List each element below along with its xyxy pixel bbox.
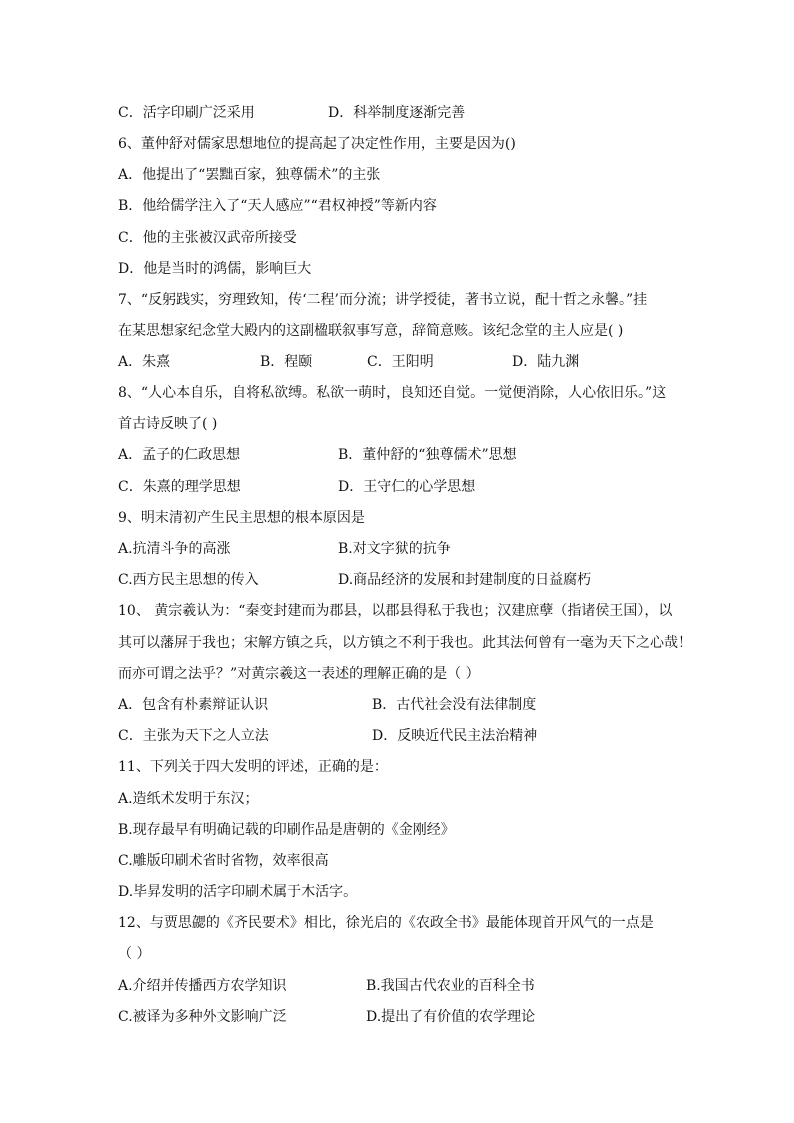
q6-stem: 6、董仲舒对儒家思想地位的提高起了决定性作用，主要是因为() — [118, 136, 516, 152]
q11-stem: 11、下列关于四大发明的评述，正确的是： — [118, 759, 388, 775]
q6-option-d: D．他是当时的鸿儒，影响巨大 — [118, 261, 312, 277]
q11-option-a: A.造纸术发明于东汉； — [118, 791, 259, 807]
q6-option-b: B．他给儒学注入了“天人感应”“君权神授”等新内容 — [118, 198, 437, 214]
q5-option-d: D．科举制度逐渐完善 — [328, 105, 466, 121]
q8-option-a: A．孟子的仁政思想 — [118, 447, 241, 463]
q6-option-a: A．他提出了“罢黜百家，独尊儒术”的主张 — [118, 167, 381, 183]
q7-option-c: C．王阳明 — [367, 354, 434, 370]
q9-stem: 9、明末清初产生民主思想的根本原因是 — [118, 510, 365, 526]
q9-option-d: D.商品经济的发展和封建制度的日益腐朽 — [338, 572, 592, 588]
q10-option-d: D．反映近代民主法治精神 — [372, 728, 538, 744]
q10-stem-line3: 而亦可谓之法乎？”对黄宗羲这一表述的理解正确的是（ ） — [118, 666, 480, 682]
q12-stem-line1: 12、与贾思勰的《齐民要术》相比，徐光启的《农政全书》最能体现首开风气的一点是 — [118, 915, 654, 931]
q10-option-a: A．包含有朴素辩证认识 — [118, 697, 269, 713]
q8-stem-line2: 首古诗反映了( ) — [118, 416, 218, 432]
q7-option-d: D．陆九渊 — [512, 354, 580, 370]
q9-option-a: A.抗清斗争的高涨 — [118, 541, 231, 557]
q7-stem-line1: 7、“反躬践实，穷理致知，传‘二程’而分流；讲学授徒，著书立说，配十哲之永馨。”挂 — [118, 292, 648, 308]
q12-option-c: C.被译为多种外文影响广泛 — [118, 1009, 287, 1025]
q11-option-d: D.毕昇发明的活字印刷术属于木活字。 — [118, 884, 358, 900]
q11-option-c: C.雕版印刷术省时省物，效率很高 — [118, 853, 329, 869]
q12-option-a: A.介绍并传播西方农学知识 — [118, 978, 287, 994]
q8-option-d: D．王守仁的心学思想 — [338, 479, 476, 495]
q7-option-b: B．程颐 — [260, 354, 313, 370]
q8-stem-line1: 8、“人心本自乐，自将私欲缚。私欲一萌时，良知还自觉。一觉便消除，人心依旧乐。”这 — [118, 385, 667, 401]
q7-option-a: A．朱熹 — [118, 354, 171, 370]
q6-option-c: C．他的主张被汉武帝所接受 — [118, 230, 297, 246]
q7-stem-line2: 在某思想家纪念堂大殿内的这副楹联叙事写意，辞简意赅。该纪念堂的主人应是( ) — [118, 323, 624, 339]
q9-option-c: C.西方民主思想的传入 — [118, 572, 259, 588]
q12-option-d: D.提出了有价值的农学理论 — [366, 1009, 536, 1025]
q10-stem-line1: 10、 黄宗羲认为：“秦变封建而为郡县，以郡县得私于我也；汉建庶孽（指诸侯王国），以 — [118, 603, 673, 619]
q8-option-c: C．朱熹的理学思想 — [118, 479, 241, 495]
q12-stem-line2: （ ） — [118, 946, 151, 962]
q11-option-b: B.现存最早有明确记载的印刷作品是唐朝的《金刚经》 — [118, 822, 455, 838]
q9-option-b: B.对文字狱的抗争 — [338, 541, 451, 557]
q12-option-b: B.我国古代农业的百科全书 — [366, 978, 535, 994]
q10-stem-line2: 其可以藩屏于我也；宋解方镇之兵，以方镇之不利于我也。此其法何曾有一毫为天下之心哉！ — [118, 635, 692, 651]
q8-option-b: B．董仲舒的“独尊儒术”思想 — [338, 447, 517, 463]
q5-option-c: C．活字印刷广泛采用 — [118, 105, 255, 121]
q10-option-c: C．主张为天下之人立法 — [118, 728, 269, 744]
q10-option-b: B．古代社会没有法律制度 — [372, 697, 537, 713]
